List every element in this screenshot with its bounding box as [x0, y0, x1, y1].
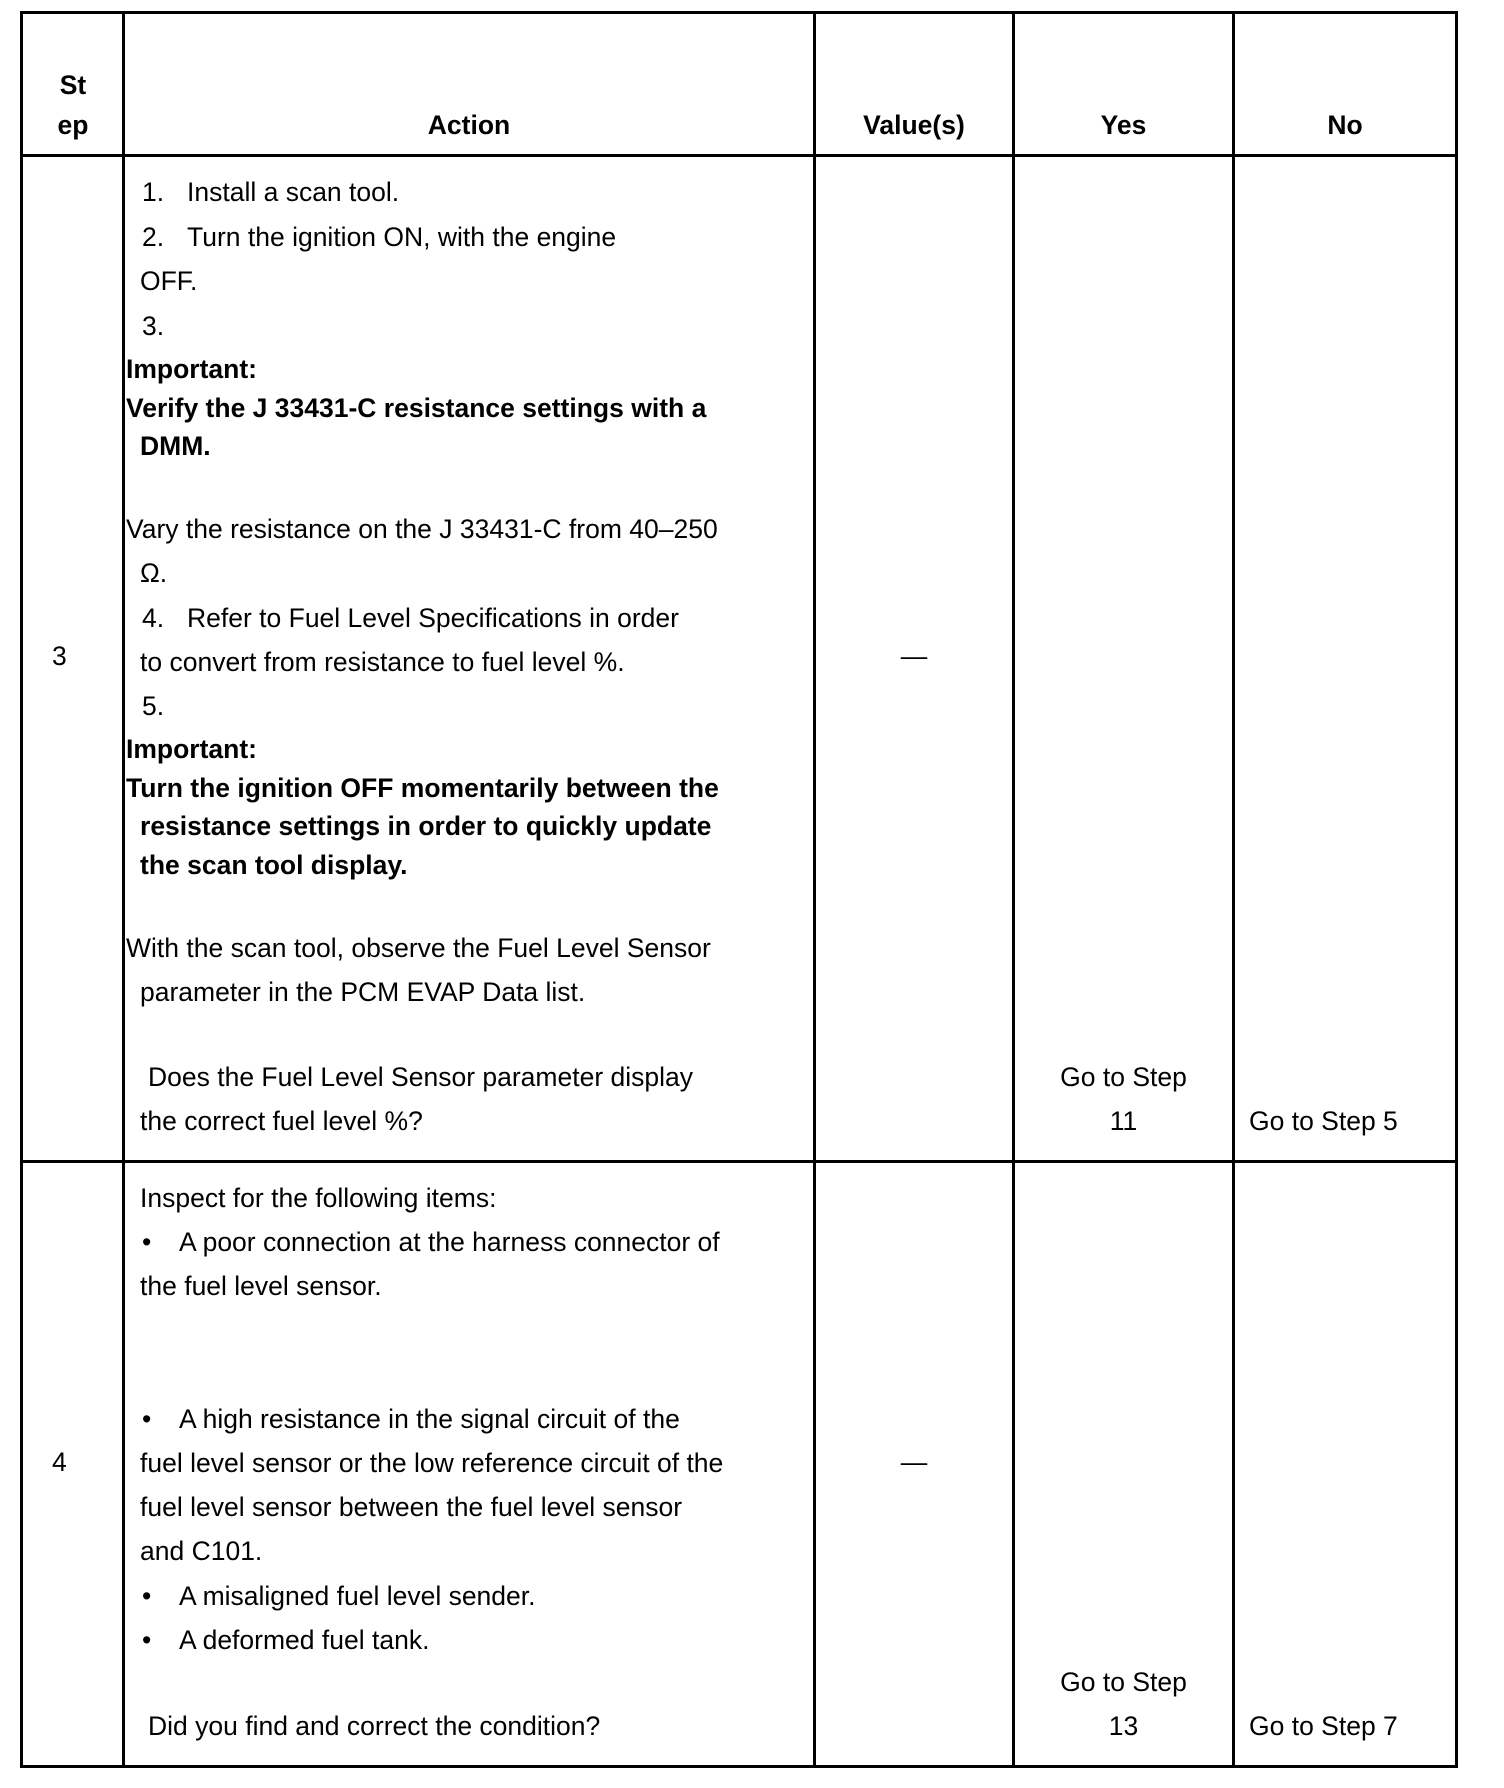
- row-4-yes-line2: 13: [1108, 1711, 1139, 1741]
- header-step-line1: St: [59, 70, 87, 100]
- bullet-1-line1: A poor connection at the harness connector of: [179, 1227, 720, 1257]
- table-border-top: [20, 11, 1458, 14]
- row-4-question: Did you find and correct the condition?: [148, 1711, 601, 1741]
- important-note-2-line1: Turn the ignition OFF momentarily between the: [126, 773, 719, 803]
- header-yes: Yes: [1100, 110, 1147, 140]
- question-line1: Does the Fuel Level Sensor parameter display: [148, 1062, 694, 1092]
- important-note-1-line2: DMM.: [140, 431, 211, 461]
- table-border-bottom: [20, 1765, 1458, 1768]
- action-item-2-continuation: OFF.: [140, 266, 198, 296]
- column-divider-yes: [1232, 11, 1235, 1768]
- row-3-yes-line1: Go to Step: [1060, 1062, 1187, 1092]
- bullet-2-line3: fuel level sensor between the fuel level sensor: [140, 1492, 683, 1522]
- action-item-3-number: 3.: [142, 311, 165, 341]
- header-action: Action: [427, 110, 511, 140]
- bullet-2-line1: A high resistance in the signal circuit of the: [179, 1404, 680, 1434]
- header-values: Value(s): [863, 110, 965, 140]
- important-label-2: Important:: [126, 734, 258, 764]
- important-note-2-line3: the scan tool display.: [140, 850, 408, 880]
- vary-resistance-line1: Vary the resistance on the J 33431-C from 40–250: [126, 514, 718, 544]
- row-4-value: —: [900, 1447, 928, 1477]
- bullet-1-marker: •: [142, 1227, 152, 1257]
- table-border-left: [20, 11, 23, 1768]
- row-divider: [20, 1160, 1458, 1163]
- row-3-yes-line2: 11: [1109, 1106, 1138, 1136]
- important-label-1: Important:: [126, 354, 258, 384]
- row-4-yes-line1: Go to Step: [1060, 1667, 1187, 1697]
- bullet-3-text: A misaligned fuel level sender.: [179, 1581, 536, 1611]
- bullet-2-marker: •: [142, 1404, 152, 1434]
- column-divider-action: [813, 11, 816, 1768]
- vary-resistance-line2: Ω.: [140, 558, 168, 588]
- action-item-4-number: 4.: [142, 603, 165, 633]
- bullet-4-text: A deformed fuel tank.: [179, 1625, 430, 1655]
- row-3-step: 3: [52, 641, 67, 671]
- question-line2: the correct fuel level %?: [140, 1106, 423, 1136]
- action-item-1-text: Install a scan tool.: [187, 177, 400, 207]
- important-note-1-line1: Verify the J 33431-C resistance settings with a: [126, 393, 707, 423]
- inspect-intro: Inspect for the following items:: [140, 1183, 497, 1213]
- action-item-5-number: 5.: [142, 691, 165, 721]
- action-item-4-text: Refer to Fuel Level Specifications in order: [187, 603, 679, 633]
- important-note-2-line2: resistance settings in order to quickly update: [140, 811, 712, 841]
- header-no: No: [1327, 110, 1363, 140]
- observe-line1: With the scan tool, observe the Fuel Level Sensor: [126, 933, 711, 963]
- bullet-2-line4: and C101.: [140, 1536, 263, 1566]
- header-divider: [20, 154, 1458, 157]
- header-step-line2: ep: [57, 110, 89, 140]
- observe-line2: parameter in the PCM EVAP Data list.: [140, 977, 586, 1007]
- action-item-4-continuation: to convert from resistance to fuel level %.: [140, 647, 625, 677]
- bullet-2-line2: fuel level sensor or the low reference circuit of the: [140, 1448, 724, 1478]
- action-item-2-text: Turn the ignition ON, with the engine: [187, 222, 617, 252]
- action-item-1-number: 1.: [142, 177, 165, 207]
- row-4-step: 4: [52, 1447, 67, 1477]
- action-item-2-number: 2.: [142, 222, 165, 252]
- row-3-no: Go to Step 5: [1249, 1106, 1398, 1136]
- bullet-3-marker: •: [142, 1581, 152, 1611]
- column-divider-values: [1012, 11, 1015, 1768]
- row-4-no: Go to Step 7: [1249, 1711, 1398, 1741]
- bullet-1-line2: the fuel level sensor.: [140, 1271, 382, 1301]
- row-3-value: —: [900, 641, 928, 671]
- table-border-right: [1455, 11, 1458, 1768]
- column-divider-step: [122, 11, 125, 1768]
- bullet-4-marker: •: [142, 1625, 152, 1655]
